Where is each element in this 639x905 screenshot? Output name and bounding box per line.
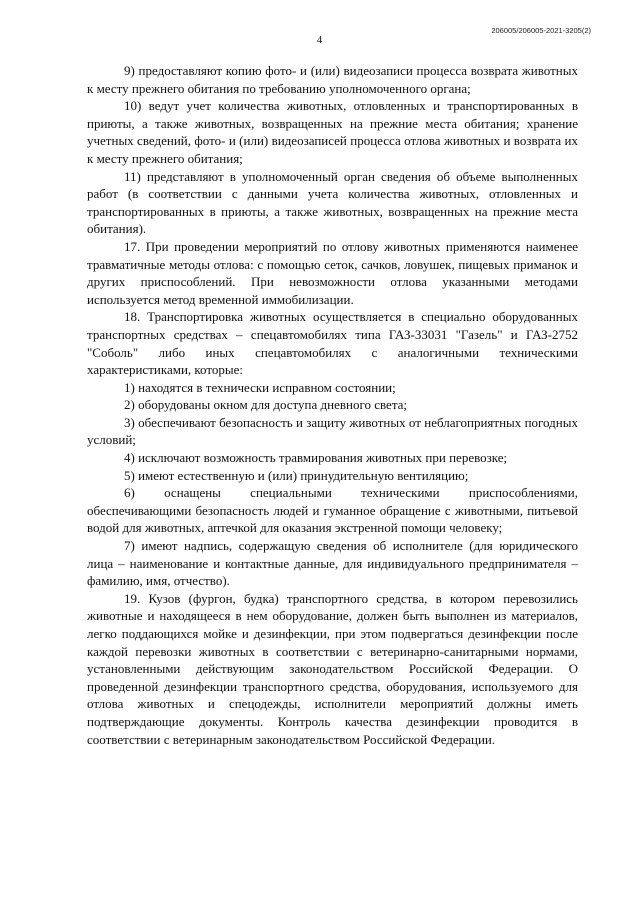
page-number: 4 bbox=[316, 34, 323, 46]
document-code: 206005/206005-2021-3205(2) bbox=[491, 26, 591, 35]
document-body bbox=[87, 62, 578, 748]
list-item-1: 1) находятся в технически исправном состоянии; bbox=[124, 379, 396, 395]
list-item-3: 3) обеспечивают безопасность и защиту животных от неблагоприятных погодных условий; bbox=[87, 414, 578, 448]
list-item-7: 7) имеют надпись, содержащую сведения об исполнителе (для юридического лица – наименование и контактные данные, для индивидуального предпринимателя – фамилию, имя, отчество). bbox=[87, 538, 578, 589]
paragraph-clause-19: 19. Кузов (фургон, будка) транспортного средства, в котором перевозились животные и находящееся в нем оборудование, должен быть выполнен из материалов, легко поддающихся мойке и дезинфекции, при этом подвергаться дезинфекции после каждой перевозки животных в соответствии с ветеринарно-санитарными нормами, установленными действующим законодательством Российской Федерации. О проведенной дезинфекции транспортного средства, оборудования, используемого для отлова животных и спецодежды, исполнители мероприятий должны иметь подтверждающие документы. Контроль качества дезинфекции проводится в соответствии с ветеринарным законодательством Российской Федерации. bbox=[87, 590, 578, 747]
paragraph-item-9: 9) предоставляют копию фото- и (или) видеозаписи процесса возврата животных к месту прежнего обитания по требованию уполномоченного органа; bbox=[87, 63, 578, 96]
paragraph-clause-17: 17. При проведении мероприятий по отлову животных применяются наименее травматичные методы отлова: с помощью сеток, сачков, ловушек, пищевых приманок и других приспособлений. При невозможности отлова указанными методами используется метод временной иммобилизации. bbox=[87, 238, 578, 307]
list-item-6: 6) оснащены специальными техническими приспособлениями, обеспечивающими безопасность людей и гуманное обращение с животными, питьевой водой для животных, аптечкой для оказания экстренной помощи человеку; bbox=[87, 485, 578, 536]
list-item-2: 2) оборудованы окном для доступа дневного света; bbox=[124, 397, 408, 413]
list-item-5: 5) имеют естественную и (или) принудительную вентиляцию; bbox=[124, 467, 469, 483]
list-item-4: 4) исключают возможность травмирования животных при перевозке; bbox=[124, 450, 508, 466]
paragraph-item-10: 10) ведут учет количества животных, отловленных и транспортированных в приюты, а также животных, возвращенных на прежние места обитания; хранение учетных сведений, фото- и (или) видеозаписей процесса отлова животных и возврата их к месту прежнего обитания; bbox=[87, 98, 578, 166]
paragraph-clause-18: 18. Транспортировка животных осуществляется в специально оборудованных транспортных средствах – спецавтомобилях типа ГАЗ-33031 "Газель" и ГАЗ-2752 "Соболь" либо иных спецавтомобилях с аналогичными техническими характеристиками, которые: bbox=[87, 309, 578, 378]
paragraph-item-11: 11) представляют в уполномоченный орган сведения об объеме выполненных работ (в соответствии с данными учета количества животных, отловленных и транспортированных в приюты, а также животных, возвращенных на прежние места обитания). bbox=[87, 168, 578, 237]
